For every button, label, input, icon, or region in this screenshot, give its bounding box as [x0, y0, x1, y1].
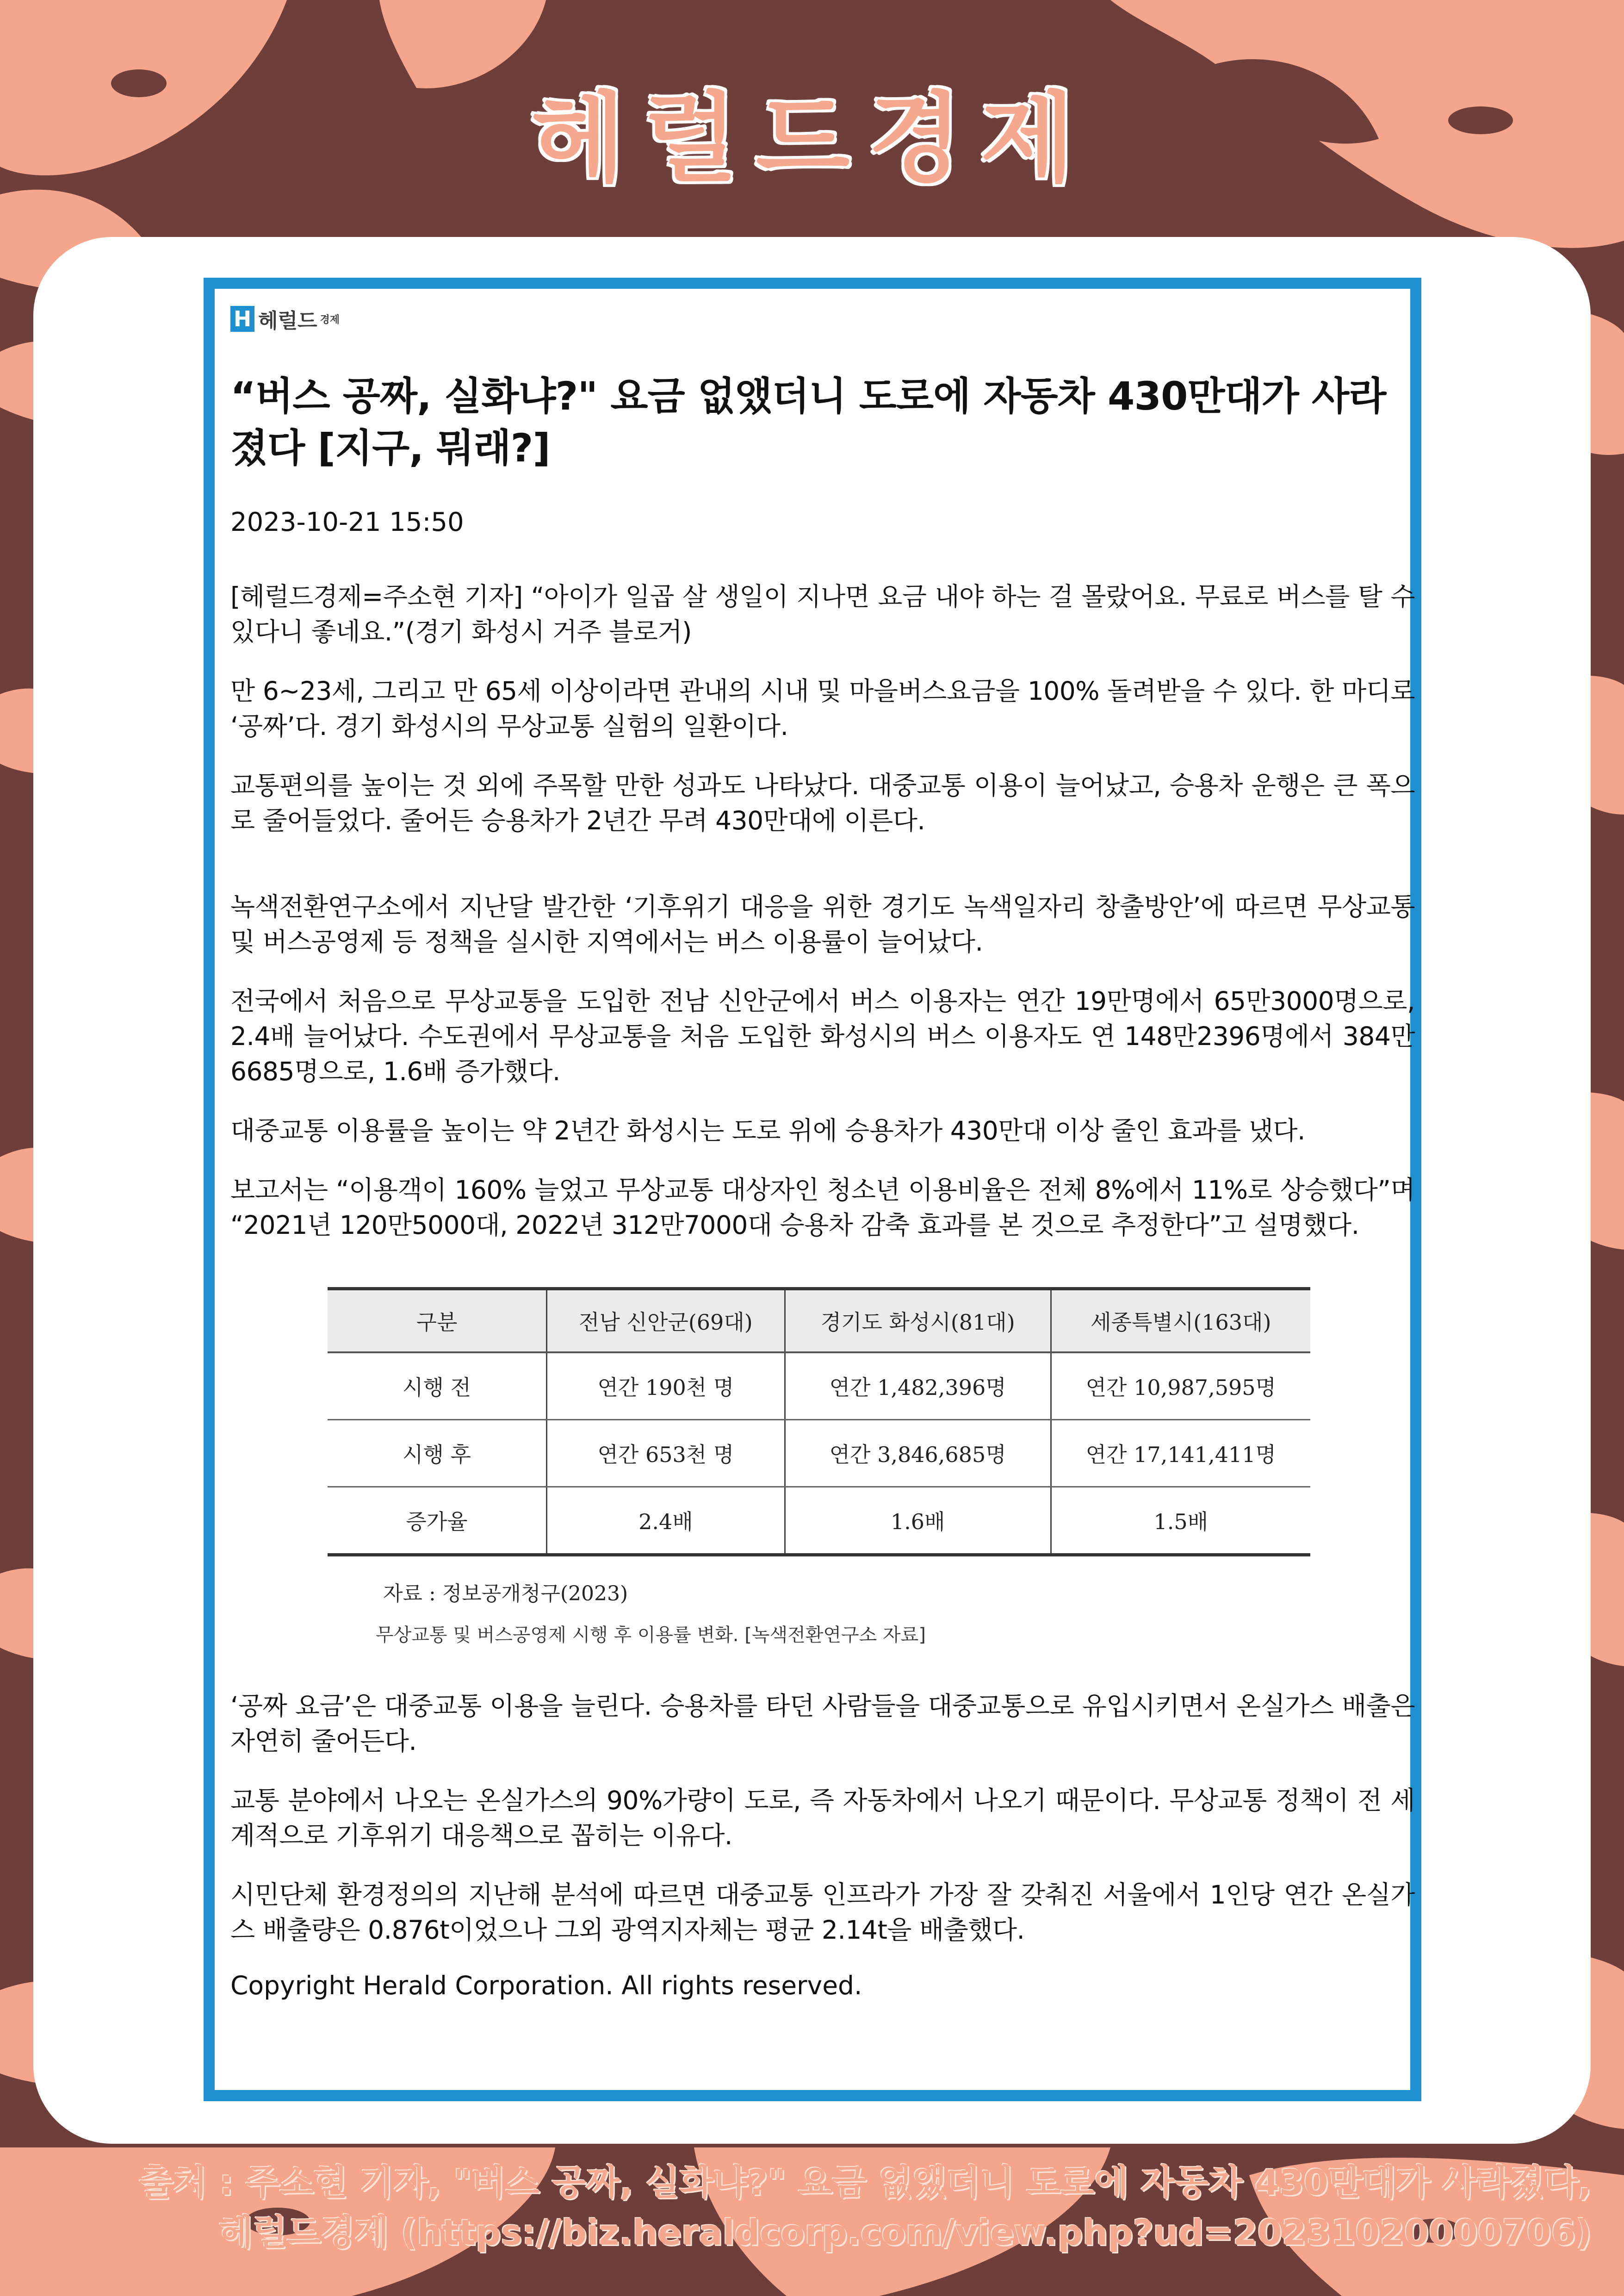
- table-header-cell: 전남 신안군(69대): [547, 1289, 785, 1353]
- article-headline: “버스 공짜, 실화냐?" 요금 없앴더니 도로에 자동차 430만대가 사라졌다 [지구, 뭐래?]: [230, 373, 1386, 471]
- table-caption: 무상교통 및 버스공영제 시행 후 이용률 변화. [녹색전환연구소 자료]: [376, 1624, 926, 1646]
- table-cell: 연간 10,987,595명: [1051, 1352, 1310, 1420]
- table-cell: 시행 전: [328, 1352, 547, 1420]
- paragraph: 만 6~23세, 그리고 만 65세 이상이라면 관내의 시내 및 마을버스요금을 100% 돌려받을 수 있다. 한 마디로 ‘공짜’다. 경기 화성시의 무상교통 실험의 일환이다.: [230, 676, 1415, 741]
- table-cell: 연간 17,141,411명: [1051, 1420, 1310, 1487]
- table-source: 자료 : 정보공개청구(2023): [383, 1582, 628, 1605]
- table-cell: 1.5배: [1051, 1487, 1310, 1555]
- paragraph: 교통 분야에서 나오는 온실가스의 90%가량이 도로, 즉 자동차에서 나오기 때문이다. 무상교통 정책이 전 세계적으로 기후위기 대응책으로 꼽히는 이유다.: [230, 1786, 1415, 1850]
- paragraph: 보고서는 “이용객이 160% 늘었고 무상교통 대상자인 청소년 이용비율은 전체 8%에서 11%로 상승했다”며 “2021년 120만5000대, 2022년 312만7000대 승용차 감축 효과를 본 것으로 추정한다”고 설명했다.: [230, 1175, 1415, 1240]
- source-citation: [19, 2158, 1592, 2258]
- table-cell: 2.4배: [547, 1487, 785, 1555]
- paragraph: [헤럴드경제=주소현 기자] “아이가 일곱 살 생일이 지나면 요금 내야 하는 걸 몰랐어요. 무료로 버스를 탈 수 있다니 좋네요.”(경기 화성시 거주 블로거): [230, 582, 1415, 647]
- table-cell: 연간 3,846,685명: [785, 1420, 1051, 1487]
- table-row: [328, 1487, 1310, 1555]
- ridership-table-figure: [328, 1287, 1310, 1647]
- paragraph: 시민단체 환경정의의 지난해 분석에 따르면 대중교통 인프라가 가장 잘 갖춰진 서울에서 1인당 연간 온실가스 배출량은 0.876t이었으나 그외 광역지자체는 평균 2.14t을 배출했다.: [230, 1880, 1415, 1945]
- table-cell: 연간 1,482,396명: [785, 1352, 1051, 1420]
- herald-logo: [230, 303, 1415, 335]
- table-header-cell: 구분: [328, 1289, 547, 1353]
- table-cell: 연간 653천 명: [547, 1420, 785, 1487]
- table-header-cell: 세종특별시(163대): [1051, 1289, 1310, 1353]
- table-cell: 증가율: [328, 1487, 547, 1555]
- article-date: 2023-10-21 15:50: [230, 507, 464, 537]
- table-header-cell: 경기도 화성시(81대): [785, 1289, 1051, 1353]
- paragraph: 교통편의를 높이는 것 외에 주목할 만한 성과도 나타났다. 대중교통 이용이 늘어났고, 승용차 운행은 큰 폭으로 줄어들었다. 줄어든 승용차가 2년간 무려 430만대에 이른다.: [230, 771, 1415, 835]
- masthead-title: 헤럴드경제: [531, 82, 1093, 195]
- article-body: [230, 303, 1415, 2000]
- table-row: [328, 1352, 1310, 1420]
- table-cell: 시행 후: [328, 1420, 547, 1487]
- table-cell: 1.6배: [785, 1487, 1051, 1555]
- table-header-row: [328, 1289, 1310, 1353]
- table-row: [328, 1420, 1310, 1487]
- paragraph: 대중교통 이용률을 높이는 약 2년간 화성시는 도로 위에 승용차가 430만대 이상 줄인 효과를 냈다.: [230, 1116, 1306, 1145]
- paragraph: ‘공짜 요금’은 대중교통 이용을 늘린다. 승용차를 타던 사람들을 대중교통으로 유입시키면서 온실가스 배출은 자연히 줄어든다.: [230, 1691, 1415, 1756]
- herald-logo-icon: H: [230, 306, 254, 332]
- copyright-notice: Copyright Herald Corporation. All rights reserved.: [230, 1971, 862, 2000]
- article-frame: [204, 278, 1421, 2101]
- ridership-table: [328, 1287, 1310, 1556]
- paragraph: 전국에서 처음으로 무상교통을 도입한 전남 신안군에서 버스 이용자는 연간 19만명에서 65만3000명으로, 2.4배 늘어났다. 수도권에서 무상교통을 처음 도입한 화성시의 버스 이용자도 연 148만2396명에서 384만6685명으로, 1.6배 증가했다.: [230, 986, 1415, 1086]
- table-cell: 연간 190천 명: [547, 1352, 785, 1420]
- citation-line: 출처 : 주소현 기자, "버스 공짜, 실화냐?" 요금 없앴더니 도로에 자동차 430만대가 사라졌다,: [139, 2162, 1592, 2203]
- paragraph: 녹색전환연구소에서 지난달 발간한 ‘기후위기 대응을 위한 경기도 녹색일자리 창출방안’에 따르면 무상교통 및 버스공영제 등 정책을 실시한 지역에서는 버스 이용률이 늘어났다.: [230, 892, 1415, 957]
- herald-logo-sub: 경제: [320, 314, 340, 326]
- herald-logo-text: 헤럴드: [258, 309, 317, 333]
- citation-url-line: 헤럴드경제 (https://biz.heraldcorp.com/view.php?ud=20231020000706): [219, 2212, 1592, 2253]
